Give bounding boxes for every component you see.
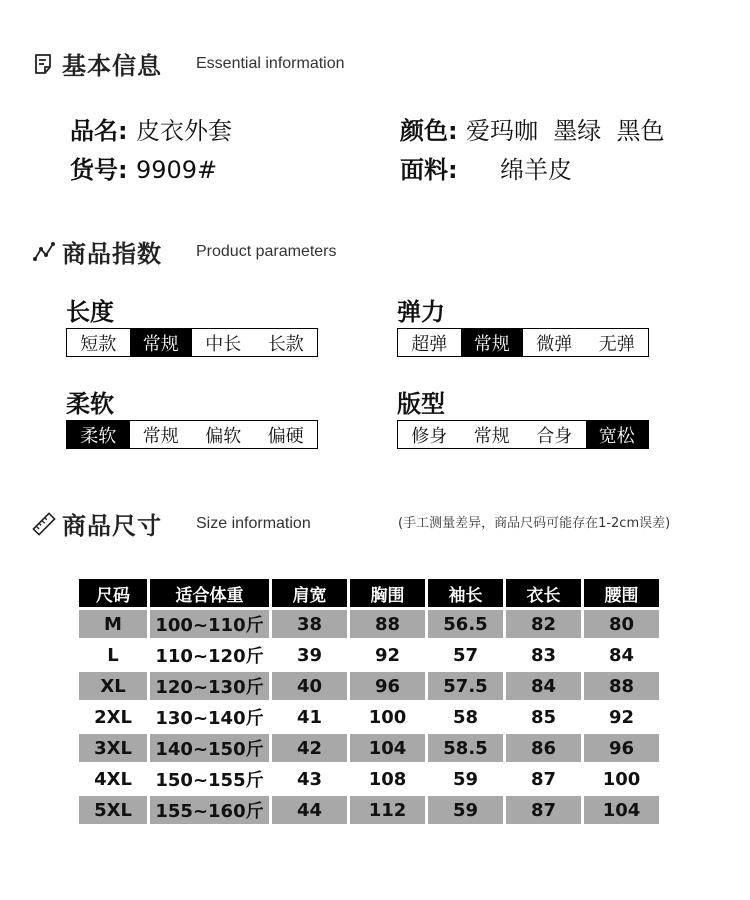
params-title: 商品指数 xyxy=(62,240,162,268)
table-cell: 87 xyxy=(506,765,581,793)
header-cell: 适合体重 xyxy=(150,579,269,607)
table-cell: 140~150斤 xyxy=(150,734,269,762)
size-subtitle: Size information xyxy=(196,514,311,532)
param-scale-softness xyxy=(66,420,318,449)
fabric-line xyxy=(400,150,572,185)
param-option: 修身 xyxy=(411,425,448,447)
header-cell: 袖长 xyxy=(428,579,503,607)
table-cell: 96 xyxy=(584,734,659,762)
table-cell: 100~110斤 xyxy=(150,610,269,638)
table-cell: 58 xyxy=(428,703,503,731)
param-option-selected: 常规 xyxy=(130,329,193,356)
table-cell: 58.5 xyxy=(428,734,503,762)
table-cell: 112 xyxy=(350,796,425,824)
param-option: 常规 xyxy=(473,425,510,447)
ruler-icon xyxy=(32,512,56,536)
table-cell: 92 xyxy=(350,641,425,669)
table-cell: 80 xyxy=(584,610,659,638)
table-cell: 104 xyxy=(584,796,659,824)
table-cell: 82 xyxy=(506,610,581,638)
params-header xyxy=(32,234,337,269)
table-cell: 150~155斤 xyxy=(150,765,269,793)
param-option: 微弹 xyxy=(536,333,573,355)
param-option: 合身 xyxy=(536,425,573,447)
header-cell: 尺码 xyxy=(79,579,147,607)
table-cell: 59 xyxy=(428,796,503,824)
table-cell: XL xyxy=(79,672,147,700)
table-row xyxy=(79,765,659,793)
note-icon xyxy=(32,52,56,76)
table-cell: 39 xyxy=(272,641,347,669)
param-scale-length xyxy=(66,328,318,357)
param-option: 偏硬 xyxy=(267,425,304,447)
table-cell: 88 xyxy=(584,672,659,700)
table-row xyxy=(79,734,659,762)
param-label-length: 长度 xyxy=(66,298,114,326)
table-row xyxy=(79,703,659,731)
fabric-label: 面料: xyxy=(400,156,458,184)
table-cell: 41 xyxy=(272,703,347,731)
product-name-value: 皮衣外套 xyxy=(135,117,232,145)
table-cell: 40 xyxy=(272,672,347,700)
table-cell: 84 xyxy=(506,672,581,700)
param-option: 常规 xyxy=(142,425,179,447)
table-cell: 59 xyxy=(428,765,503,793)
table-cell: 100 xyxy=(350,703,425,731)
table-row xyxy=(79,796,659,824)
param-option-selected: 柔软 xyxy=(67,421,130,448)
table-cell: M xyxy=(79,610,147,638)
basic-info-title: 基本信息 xyxy=(62,52,162,80)
table-cell: 96 xyxy=(350,672,425,700)
sku-label: 货号: xyxy=(70,156,128,184)
table-cell: 120~130斤 xyxy=(150,672,269,700)
table-row xyxy=(79,672,659,700)
size-note: (手工测量差异，商品尺码可能存在1-2cm误差) xyxy=(398,516,671,531)
table-cell: 92 xyxy=(584,703,659,731)
param-option: 偏软 xyxy=(205,425,242,447)
table-cell: 43 xyxy=(272,765,347,793)
table-cell: 155~160斤 xyxy=(150,796,269,824)
table-cell: 5XL xyxy=(79,796,147,824)
color-label: 颜色: xyxy=(400,117,458,145)
basic-info-header xyxy=(32,46,345,81)
color-line xyxy=(400,111,664,146)
table-cell: 56.5 xyxy=(428,610,503,638)
table-cell: 4XL xyxy=(79,765,147,793)
param-option-selected: 常规 xyxy=(461,329,524,356)
table-cell: 100 xyxy=(584,765,659,793)
table-cell: 42 xyxy=(272,734,347,762)
color-value: 爱玛咖 墨绿 黑色 xyxy=(465,117,665,145)
size-title: 商品尺寸 xyxy=(62,512,162,540)
table-cell: 130~140斤 xyxy=(150,703,269,731)
table-cell: 84 xyxy=(584,641,659,669)
table-cell: 87 xyxy=(506,796,581,824)
header-cell: 胸围 xyxy=(350,579,425,607)
param-label-elasticity: 弹力 xyxy=(397,298,445,326)
param-option: 中长 xyxy=(205,333,242,355)
fabric-value: 绵羊皮 xyxy=(499,156,572,184)
table-cell: 108 xyxy=(350,765,425,793)
product-name-label: 品名: xyxy=(70,117,128,145)
param-option: 长款 xyxy=(267,333,304,355)
table-row xyxy=(79,610,659,638)
header-cell: 肩宽 xyxy=(272,579,347,607)
size-table xyxy=(76,576,662,827)
table-cell: L xyxy=(79,641,147,669)
trend-line-icon xyxy=(32,240,56,264)
table-row xyxy=(79,641,659,669)
table-cell: 88 xyxy=(350,610,425,638)
table-cell: 44 xyxy=(272,796,347,824)
param-option-selected: 宽松 xyxy=(586,421,649,448)
param-scale-fit xyxy=(397,420,649,449)
table-cell: 38 xyxy=(272,610,347,638)
params-subtitle: Product parameters xyxy=(196,242,337,260)
table-cell: 57 xyxy=(428,641,503,669)
table-cell: 85 xyxy=(506,703,581,731)
table-cell: 3XL xyxy=(79,734,147,762)
param-option: 无弹 xyxy=(598,333,635,355)
table-cell: 2XL xyxy=(79,703,147,731)
header-cell: 衣长 xyxy=(506,579,581,607)
size-header xyxy=(32,506,311,541)
header-cell: 腰围 xyxy=(584,579,659,607)
sku-value: 9909# xyxy=(135,156,218,184)
table-cell: 57.5 xyxy=(428,672,503,700)
table-cell: 104 xyxy=(350,734,425,762)
table-cell: 83 xyxy=(506,641,581,669)
product-name-line xyxy=(70,111,232,146)
table-cell: 86 xyxy=(506,734,581,762)
param-option: 短款 xyxy=(80,333,117,355)
size-table-header xyxy=(79,579,659,607)
param-label-fit: 版型 xyxy=(397,390,445,418)
param-option: 超弹 xyxy=(411,333,448,355)
param-scale-elasticity xyxy=(397,328,649,357)
basic-info-subtitle: Essential information xyxy=(196,54,345,72)
table-cell: 110~120斤 xyxy=(150,641,269,669)
sku-line xyxy=(70,150,217,185)
param-label-softness: 柔软 xyxy=(66,390,114,418)
